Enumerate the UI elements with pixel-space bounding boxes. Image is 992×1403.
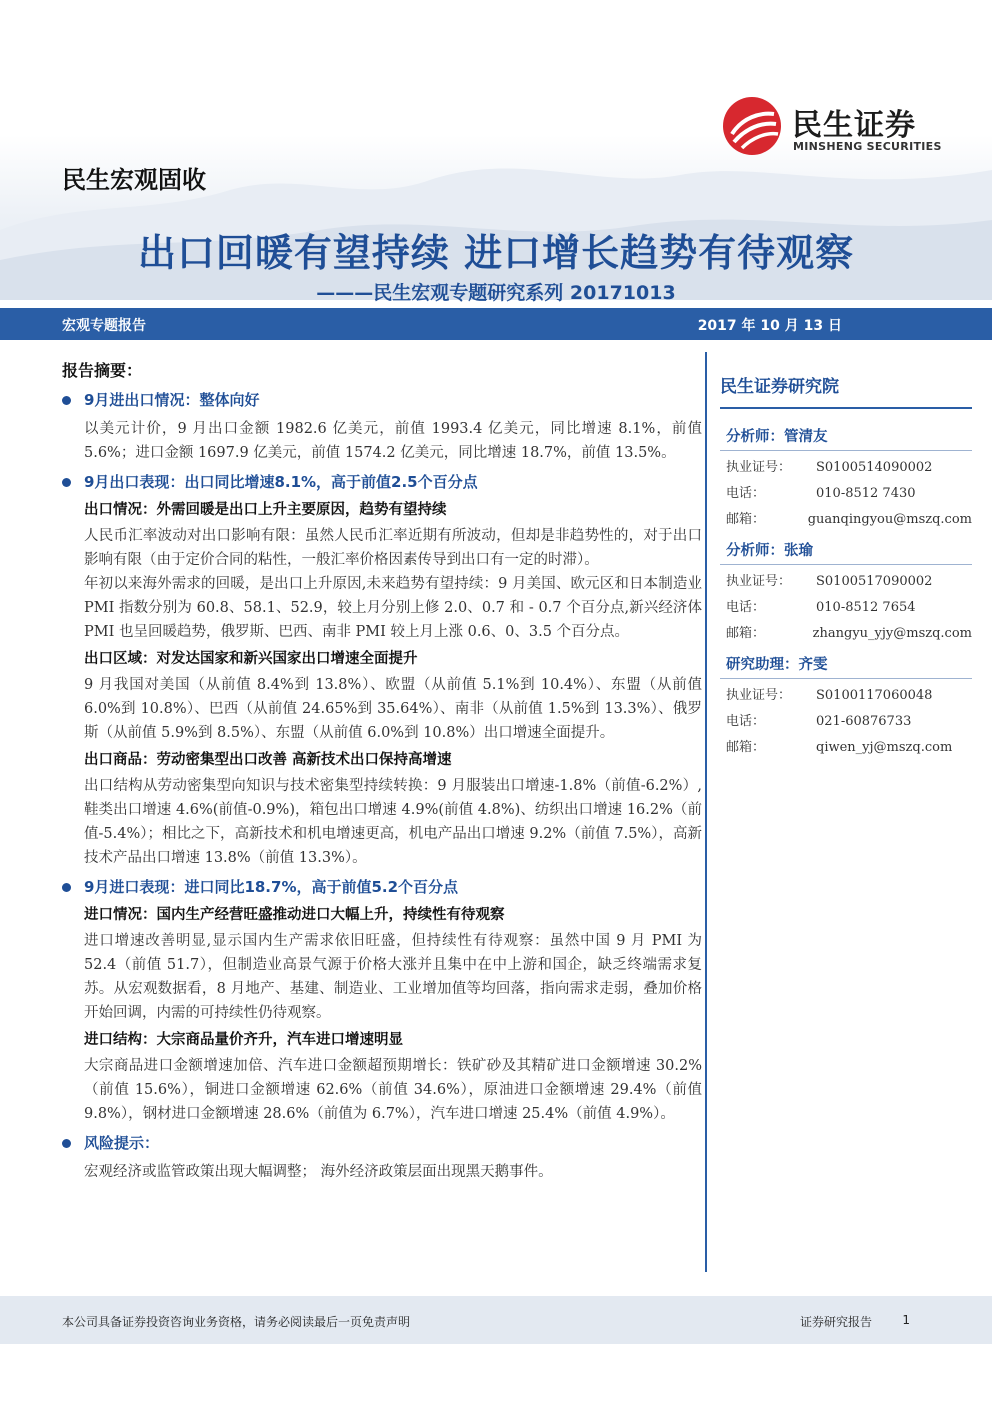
paragraph: 9 月我国对美国（从前值 8.4%到 13.8%）、欧盟（从前值 5.1%到 10.4%）、东盟（从前值 6.0%到 10.8%）、巴西（从前值 24.65%到 35.64%）、南非（从前值 1.5%到 13.3%）、俄罗斯（从前值 5.9%到 8.5%）、东盟（从前值 6.0%到 10.8%）出口增速全面提升。 (84, 677, 702, 741)
page-footer (0, 1296, 992, 1344)
minsheng-logo-icon (722, 96, 782, 156)
sub-heading: 出口情况：外需回暖是出口上升主要原因，趋势有望持续 (84, 501, 447, 518)
report-type-bar (0, 308, 992, 340)
paragraph: 人民币汇率波动对出口影响有限：虽然人民币汇率近期有所波动，但却是非趋势性的，对于出口影响有限（由于定价合同的粘性，一般汇率价格因素传导到出口有一定的时滞）。 (84, 528, 702, 568)
paragraph: 宏观经济或监管政策出现大幅调整； 海外经济政策层面出现黑天鹅事件。 (84, 1164, 553, 1180)
sub-heading: 进口结构：大宗商品量价齐升，汽车进口增速明显 (84, 1031, 403, 1048)
analyst-title: 分析师：张瑜 (720, 533, 972, 565)
report-type: 宏观专题报告 (62, 318, 146, 334)
analyst-phone-row: 电话： 021-60876733 (726, 714, 912, 729)
bullet-dot-icon (62, 396, 71, 405)
report-date: 2017 年 10 月 13 日 (697, 318, 842, 334)
paragraph: 大宗商品进口金额增速加倍、汽车进口金额超预期增长：铁矿砂及其精矿进口金额增速 30.2%（前值 15.6%），铜进口金额增速 62.6%（前值 34.6%），原油进口金额增速 29.4%（前值 9.8%），钢材进口金额增速 28.6%（前值为 6.7%），汽车进口增速 25.4%（前值 4.9%）。 (84, 1058, 702, 1122)
bullet-dot-icon (62, 883, 71, 892)
report-subtitle: ———民生宏观专题研究系列 20171013 (316, 282, 676, 304)
bullet-heading: 9月出口表现：出口同比增速8.1%，高于前值2.5个百分点 (62, 471, 702, 493)
disclaimer-note: 本公司具备证券投资咨询业务资格，请务必阅读最后一页免责声明 (62, 1315, 411, 1329)
analyst-cert-row: 执业证号： S0100514090002 (726, 460, 933, 475)
bullet-heading: 9月进出口情况：整体向好 (62, 389, 702, 411)
column-divider (705, 352, 707, 1272)
summary-title: 报告摘要： (62, 361, 143, 380)
paragraph: 出口结构从劳动密集型向知识与技术密集型持续转换：9 月服装出口增速-1.8%（前值-6.2%）,鞋类出口增速 4.6%(前值-0.9%)，箱包出口增速 4.9%(前值 4.8%)、纺织出口增速 16.2%（前值-5.4%）；相比之下，高新技术和机电增速更高，机电产品出口增速 9.2%（前值 7.5%），高新技术产品出口增速 13.8%（前值 13.3%）。 (84, 778, 702, 866)
bullet-heading: 风险提示： (62, 1132, 702, 1154)
analyst-phone-row: 电话： 010-8512 7654 (726, 600, 916, 615)
analyst-title: 研究助理：齐雯 (720, 647, 972, 679)
sub-heading: 出口区域：对发达国家和新兴国家出口增速全面提升 (84, 650, 418, 667)
analyst-email-row: 邮箱： guanqingyou@mszq.com (726, 512, 972, 527)
sub-heading: 进口情况：国内生产经营旺盛推动进口大幅上升，持续性有待观察 (84, 906, 505, 923)
sub-heading: 出口商品：劳动密集型出口改善 高新技术出口保持高增速 (84, 751, 452, 768)
institute-name: 民生证券研究院 (720, 372, 972, 409)
paragraph: 以美元计价，9 月出口金额 1982.6 亿美元，前值 1993.4 亿美元，同比增速 8.1%，前值 5.6%；进口金额 1697.9 亿美元，前值 1574.2 亿美元，同比增速 18.7%，前值 13.5%。 (84, 421, 702, 461)
analyst-cert-row: 执业证号： S0100517090002 (726, 574, 933, 589)
page-number: 1 (902, 1313, 910, 1327)
paragraph: 进口增速改善明显,显示国内生产需求依旧旺盛，但持续性有待观察：虽然中国 9 月 PMI 为 52.4（前值 51.7），但制造业高景气源于价格大涨并且集中在中上游和国企，缺乏终端需求复苏。从宏观数据看，8 月地产、基建、制造业、工业增加值等均回落，指向需求走弱，叠加价格开始回调，内需的可持续性仍待观察。 (84, 933, 702, 1021)
summary-section (62, 352, 702, 1184)
report-category: 证券研究报告 (799, 1315, 872, 1329)
logo-text: 民生证券 (792, 108, 916, 143)
analyst-title: 分析师：管清友 (720, 419, 972, 451)
analyst-email-row: 邮箱： zhangyu_yjy@mszq.com (726, 626, 972, 641)
analyst-phone-row: 电话： 010-8512 7430 (726, 486, 916, 501)
paragraph: 年初以来海外需求的回暖，是出口上升原因,未来趋势有望持续：9 月美国、欧元区和日本制造业 PMI 指数分别为 60.8、58.1、52.9，较上月分别上修 2.0、0.7 和 - 0.7 个百分点,新兴经济体 PMI 也呈回暖趋势，俄罗斯、巴西、南非 PMI 较上月上涨 0.6、0、3.5 个百分点。 (84, 576, 702, 640)
report-title: 出口回暖有望持续 进口增长趋势有待观察 (137, 231, 855, 275)
bullet-heading: 9月进口表现：进口同比18.7%，高于前值5.2个百分点 (62, 876, 702, 898)
analyst-sidebar (720, 372, 972, 761)
logo-english-text: MINSHENG SECURITIES (793, 140, 942, 153)
analyst-email-row: 邮箱： qiwen_yj@mszq.com (726, 740, 953, 755)
analyst-cert-row: 执业证号： S0100117060048 (726, 688, 933, 703)
bullet-dot-icon (62, 1139, 71, 1148)
bullet-dot-icon (62, 478, 71, 487)
report-series: 民生宏观固收 (62, 166, 206, 194)
